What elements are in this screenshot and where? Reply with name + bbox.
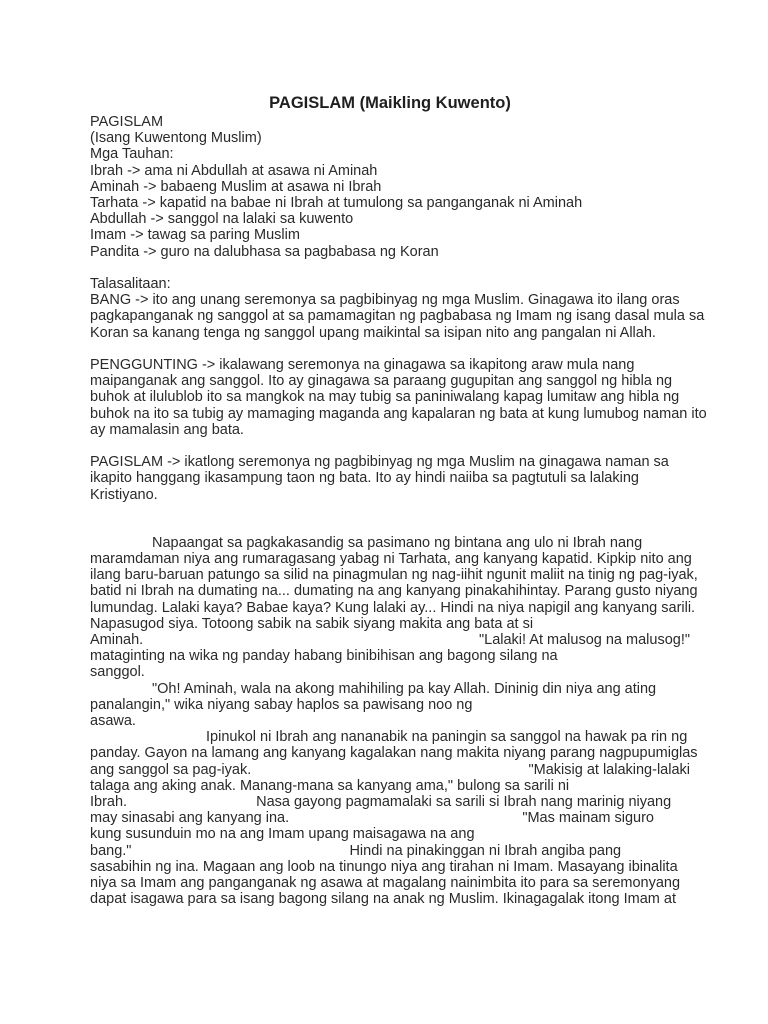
talasalitaan-heading: Talasalitaan:: [90, 276, 171, 293]
penggunting-definition-line: ay mamalasin ang bata.: [90, 421, 244, 438]
character-line: Imam -> tawag sa paring Muslim: [90, 227, 300, 244]
story-block: [90, 534, 698, 908]
pagislam-definition-block: [90, 454, 690, 503]
story-line: niya sa Imam ang panganganak ng asawa at magalang nainimbita ito para sa seremonyang: [90, 875, 681, 892]
spacer: [90, 260, 690, 276]
story-line-right: "Lalaki! At malusog na malusog!": [479, 632, 690, 649]
character-line: Pandita -> guro na dalubhasa sa pagbabasa ng Koran: [90, 243, 439, 260]
intro-block: [90, 114, 690, 260]
story-line-left: may sinasabi ang kanyang ina.: [90, 810, 290, 827]
story-line: sasabihin ng ina. Magaan ang loob na tinungo niya ang tirahan ni Imam. Masayang ibinalita: [90, 858, 678, 875]
bang-definition-line: pagkapanganak ng sanggol at sa pamamagitan ng pagbabasa ng Imam ng isang dasal mula sa: [90, 308, 705, 325]
story-split-line: [90, 632, 690, 648]
story-line: sanggol.: [90, 664, 145, 681]
pagislam-definition-line: ikapito hanggang ikasampung taon ng bata. Ito ay hindi naiiba sa pagtutuli sa lalaking: [90, 470, 639, 487]
penggunting-definition-line: buhok na ito sa tubig ay mamaging maganda ang kapalaran ng bata at kung lumubog naman ito: [90, 405, 707, 422]
story-line-right: Nasa gayong pagmamalaki sa sarili si Ibrah nang marinig niyang: [256, 794, 672, 811]
story-line: panday. Gayon na lamang ang kanyang kagalakan nang makita niyang parang nagpupumiglas: [90, 745, 698, 762]
story-paragraph-start: "Oh! Aminah, wala na akong mahihiling pa kay Allah. Dininig din niya ang ating: [152, 680, 657, 697]
intro-line: Mga Tauhan:: [90, 146, 174, 163]
story-line: ilang baru-baruan patungo sa silid na pinagmulan ng nag-iihit ngunit maliit na tinig ng pag-iyak,: [90, 567, 698, 584]
intro-line: PAGISLAM: [90, 114, 164, 130]
talasalitaan-block: [90, 276, 705, 341]
character-line: Tarhata -> kapatid na babae ni Ibrah at tumulong sa panganganak ni Aminah: [90, 195, 583, 212]
story-line: asawa.: [90, 713, 136, 730]
story-line-right: "Makisig at lalaking-lalaki: [528, 761, 690, 778]
character-line: Aminah -> babaeng Muslim at asawa ni Ibrah: [90, 178, 382, 195]
story-line: kung susunduin mo na ang Imam upang maisagawa na ang: [90, 826, 475, 843]
pagislam-definition-line: Kristiyano.: [90, 486, 158, 503]
story-line-left: ang sanggol sa pag-iyak.: [90, 761, 252, 778]
story-line: mataginting na wika ng panday habang binibihisan ang bagong silang na: [90, 648, 558, 665]
penggunting-definition-line: buhok at ilulublob ito sa mangkok na may tubig sa paniniwalang kapag lumitaw ang hibla ng: [90, 389, 680, 406]
story-line: Napasugod siya. Totoong sabik na sabik siyang makita ang bata at si: [90, 615, 534, 632]
document-page: [90, 94, 707, 908]
story-split-line: [90, 794, 690, 810]
pagislam-definition-line: PAGISLAM -> ikatlong seremonya ng pagbibinyag ng mga Muslim na ginagawa naman sa: [90, 454, 669, 471]
spacer: [90, 341, 690, 357]
intro-line: (Isang Kuwentong Muslim): [90, 130, 262, 147]
story-split-line: [90, 762, 690, 778]
story-split-line: [90, 810, 690, 826]
bang-definition-line: BANG -> ito ang unang seremonya sa pagbibinyag ng mga Muslim. Ginagawa ito ilang oras: [90, 292, 680, 309]
story-split-line: [90, 843, 690, 859]
character-line: Abdullah -> sanggol na lalaki sa kuwento: [90, 211, 354, 228]
story-line-right: Hindi na pinakinggan ni Ibrah angiba pang: [349, 842, 622, 859]
story-line: talaga ang aking anak. Manang-mana sa kanyang ama," bulong sa sarili ni: [90, 777, 570, 794]
story-line: panalangin," wika niyang sabay haplos sa pawisang noo ng: [90, 696, 473, 713]
character-line: Ibrah -> ama ni Abdullah at asawa ni Aminah: [90, 162, 378, 179]
document-title: PAGISLAM (Maikling Kuwento): [269, 94, 511, 112]
story-line-left: Ibrah.: [90, 794, 128, 811]
story-line: batid ni Ibrah na dumating na... dumating na ang kanyang pinakahihintay. Parang gusto niyang: [90, 583, 698, 600]
story-line: lumundag. Lalaki kaya? Babae kaya? Kung lalaki ay... Hindi na niya napigil ang kanyang sarili.: [90, 599, 696, 616]
penggunting-definition-line: PENGGUNTING -> ikalawang seremonya na ginagawa sa ikapitong araw mula nang: [90, 357, 635, 374]
story-line: dapat isagawa para sa isang bagong silang na anak ng Muslim. Ikinagagalak itong Imam at: [90, 891, 677, 908]
story-line-right: "Mas mainam siguro: [522, 810, 654, 827]
spacer: [90, 503, 690, 535]
story-line-left: Aminah.: [90, 632, 144, 649]
penggunting-definition-line: maipanganak ang sanggol. Ito ay ginagawa sa paraang gugupitan ang sanggol ng hibla ng: [90, 373, 673, 390]
story-line-left: bang.": [90, 842, 132, 859]
story-paragraph-start: Napaangat sa pagkakasandig sa pasimano ng bintana ang ulo ni Ibrah nang: [152, 534, 643, 551]
spacer: [90, 438, 690, 454]
story-paragraph-start: Ipinukol ni Ibrah ang nananabik na paningin sa sanggol na hawak pa rin ng: [206, 729, 688, 746]
bang-definition-line: Koran sa kanang tenga ng sanggol upang maikintal sa isipan nito ang pangalan ni Allah.: [90, 324, 656, 341]
story-line: maramdaman niya ang rumaragasang yabag ni Tarhata, ang kanyang kapatid. Kipkip nito ang: [90, 551, 692, 568]
penggunting-block: [90, 357, 707, 438]
